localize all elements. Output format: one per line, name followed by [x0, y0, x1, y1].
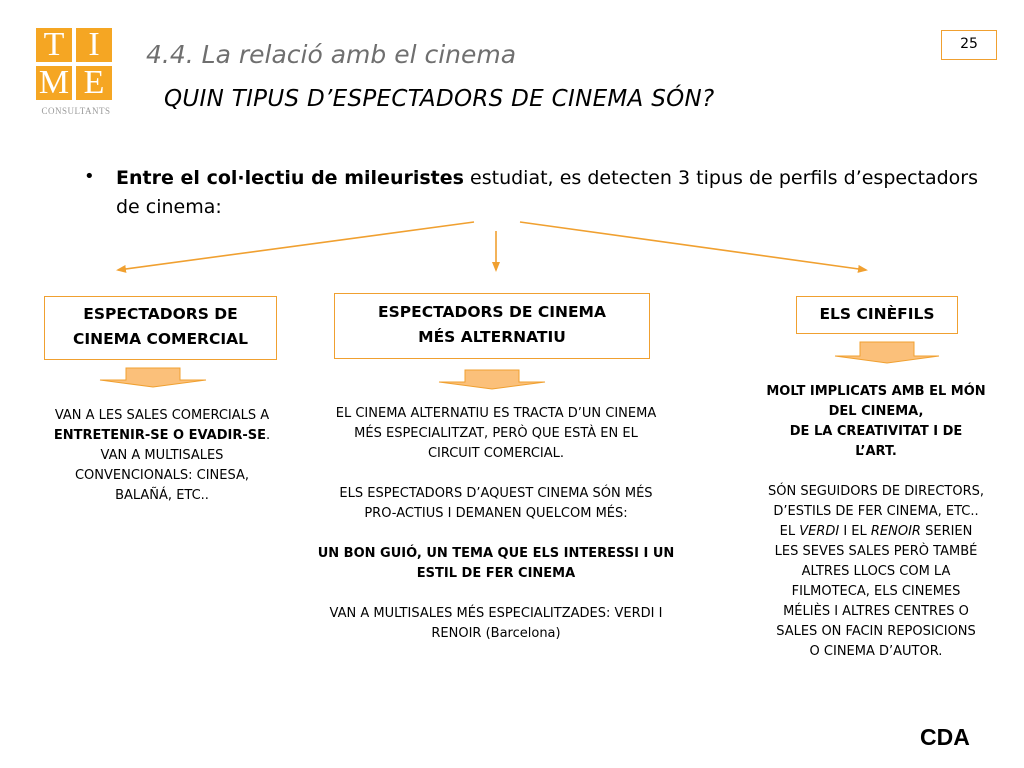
alternative-description — [296, 404, 696, 644]
cinephiles-description — [746, 382, 1006, 662]
intro-rest-text: estudiat, es detecten 3 tipus de perfils d’espectadors de cinema: — [116, 167, 979, 218]
cinephiles-desc-line: SALES ON FACIN REPOSICIONS — [776, 624, 976, 639]
commercial-desc-line: BALAÑÁ, ETC.. — [115, 488, 209, 503]
cinephiles-desc-line: LES SEVES SALES PERÒ TAMBÉ — [774, 544, 978, 559]
cinephiles-desc-line — [746, 522, 1006, 542]
cinephiles-desc-bold-line: MOLT IMPLICATS AMB EL MÓN — [766, 384, 986, 399]
alternative-title-line2: MÉS ALTERNATIU — [418, 328, 566, 346]
commercial-profile-box — [44, 296, 277, 360]
commercial-desc-line: VAN A MULTISALES — [100, 448, 224, 463]
cinephiles-title: ELS CINÈFILS — [819, 305, 935, 323]
arrow-to-cinephiles — [520, 222, 866, 270]
arrow-to-commercial — [118, 222, 474, 270]
cinephiles-text: I EL — [839, 524, 871, 539]
commercial-desc-line — [32, 426, 292, 446]
cinephiles-desc-line: SÓN SEGUIDORS DE DIRECTORS, — [767, 484, 984, 499]
commercial-desc-punct: . — [266, 428, 271, 443]
commercial-title-line2: CINEMA COMERCIAL — [72, 330, 249, 348]
commercial-desc-line: CONVENCIONALS: CINESA, — [74, 468, 249, 483]
alternative-profile-box — [334, 293, 650, 359]
cinephiles-desc-bold-line: DE LA CREATIVITAT I DE — [789, 424, 963, 439]
cinephiles-desc-line: D’ESTILS DE FER CINEMA, ETC.. — [773, 504, 979, 519]
alternative-desc-line: PRO-ACTIUS I DEMANEN QUELCOM MÉS: — [364, 506, 628, 521]
cinephiles-text: SERIEN — [920, 524, 973, 539]
alternative-desc-line: RENOIR (Barcelona) — [431, 626, 561, 641]
section-subtitle: 4.4. La relació amb el cinema — [146, 40, 517, 69]
slide-title: QUIN TIPUS D’ESPECTADORS DE CINEMA SÓN? — [164, 86, 715, 112]
logo-letter: I — [76, 28, 112, 62]
alternative-desc-line: VAN A MULTISALES MÉS ESPECIALITZADES: VERDI I — [329, 606, 663, 621]
alternative-desc-line: ELS ESPECTADORS D’AQUEST CINEMA SÓN MÉS — [339, 486, 653, 501]
intro-bold-text: Entre el col·lectiu de mileuristes — [116, 167, 464, 189]
cinephiles-verdi: VERDI — [799, 524, 840, 539]
cinephiles-desc-line: FILMOTECA, ELS CINEMES — [791, 584, 961, 599]
commercial-description — [32, 406, 292, 506]
logo-letter: E — [76, 66, 112, 100]
alternative-desc-line: CIRCUIT COMERCIAL. — [427, 446, 565, 461]
block-arrow-alternative — [439, 370, 545, 389]
cinephiles-desc-bold-line: DEL CINEMA, — [828, 404, 924, 419]
cinephiles-profile-box — [796, 296, 958, 334]
cinephiles-desc-line: MÉLIÈS I ALTRES CENTRES O — [783, 604, 969, 619]
alternative-desc-line: MÉS ESPECIALITZAT, PERÒ QUE ESTÀ EN EL — [354, 426, 638, 441]
commercial-title-line1: ESPECTADORS DE — [83, 305, 238, 323]
alternative-title-line1: ESPECTADORS DE CINEMA — [378, 303, 606, 321]
logo-letter: M — [36, 66, 72, 100]
cinephiles-text: EL — [779, 524, 800, 539]
bullet-marker: • — [84, 166, 95, 187]
block-arrow-cinephiles — [835, 342, 939, 363]
logo-letter: T — [36, 28, 72, 62]
footer-cda-label: CDA — [920, 724, 970, 750]
alternative-desc-bold-line: UN BON GUIÓ, UN TEMA QUE ELS INTERESSI I UN — [317, 546, 675, 561]
commercial-desc-line: VAN A LES SALES COMERCIALS A — [54, 408, 270, 423]
cinephiles-desc-line: O CINEMA D’AUTOR. — [809, 644, 943, 659]
page-number: 25 — [941, 30, 997, 60]
commercial-desc-bold: ENTRETENIR-SE O EVADIR-SE — [53, 428, 266, 443]
block-arrow-commercial — [100, 368, 206, 387]
alternative-desc-line: EL CINEMA ALTERNATIU ES TRACTA D’UN CINEMA — [335, 406, 657, 421]
alternative-desc-bold-line: ESTIL DE FER CINEMA — [416, 566, 576, 581]
cinephiles-desc-line: ALTRES LLOCS COM LA — [801, 564, 951, 579]
logo-caption: CONSULTANTS — [41, 106, 111, 116]
cinephiles-renoir: RENOIR — [870, 524, 921, 539]
cinephiles-desc-bold-line: L’ART. — [855, 444, 897, 459]
